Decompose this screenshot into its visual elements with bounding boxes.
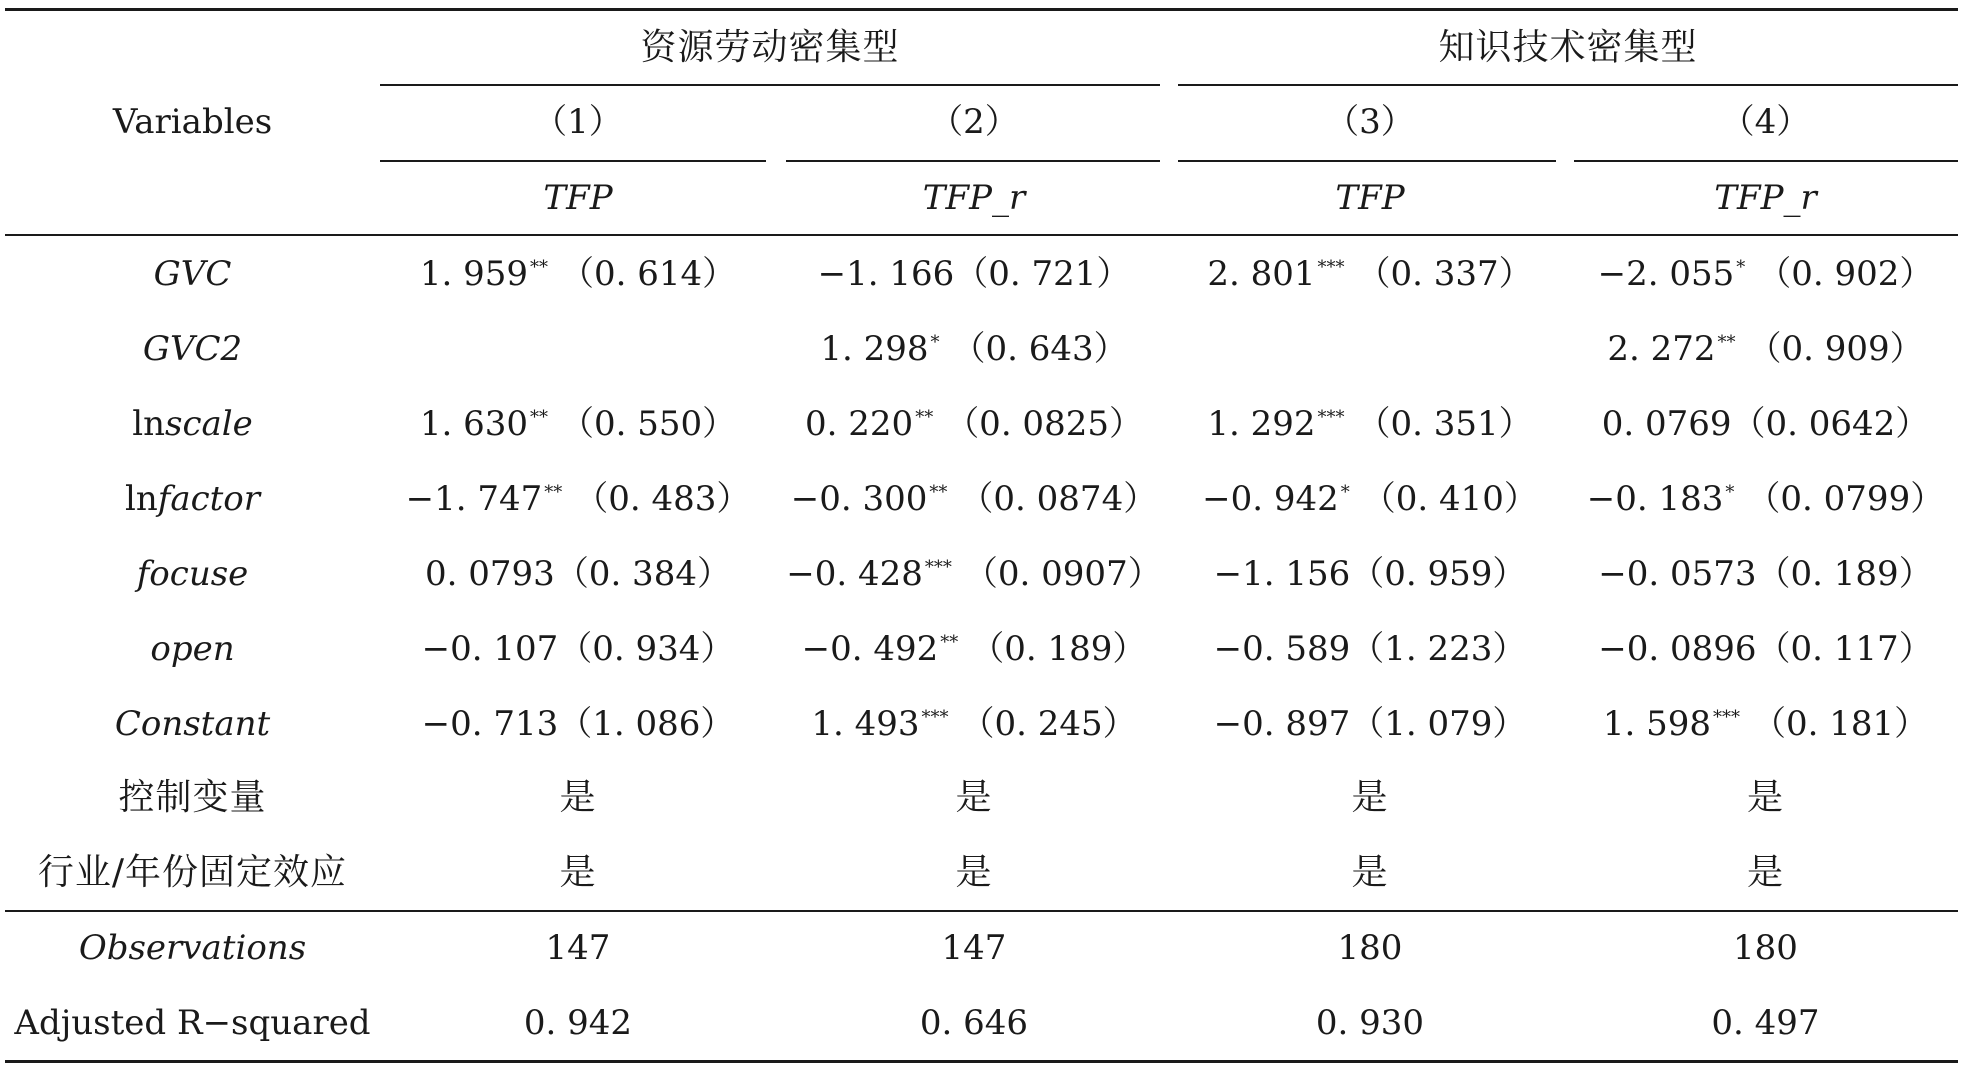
header-bottom-rule	[5, 234, 1958, 236]
table-cell	[380, 321, 776, 377]
col1-underline	[380, 160, 766, 162]
table-cell: 是	[1351, 777, 1389, 818]
table-cell: −0. 0573 （0. 189）	[1598, 554, 1933, 594]
row-label-open: open	[150, 629, 235, 669]
table-cell: 2. 272 ** （0. 909）	[1607, 329, 1924, 369]
table-cell: −0. 589 （1. 223）	[1213, 629, 1527, 669]
row-label-focuse: focuse	[136, 554, 249, 594]
col-number-4: （4）	[1720, 102, 1811, 142]
table-cell: −0. 492 ** （0. 189）	[801, 629, 1147, 669]
row-label-lnfactor: ln factor	[124, 479, 261, 519]
col-number-3: （3）	[1325, 102, 1415, 142]
table-cell: 0. 0793 （0. 384）	[425, 554, 731, 594]
table-cell: 1. 598 *** （0. 181）	[1602, 704, 1929, 744]
variables-header: Variables	[112, 102, 273, 142]
table-cell: 是	[1746, 852, 1784, 893]
table-cell: 1. 493 *** （0. 245）	[811, 704, 1137, 744]
table-cell: 是	[1351, 852, 1389, 893]
table-cell: 是	[559, 852, 597, 893]
table-cell: −1. 156 （0. 959）	[1213, 554, 1527, 594]
table-cell: 1. 959 ** （0. 614）	[419, 254, 737, 294]
dep-var-2: TFP_r	[922, 178, 1026, 218]
col3-underline	[1178, 160, 1556, 162]
table-cell: 0. 0769 （0. 0642）	[1601, 404, 1930, 444]
table-cell: −0. 107 （0. 934）	[421, 629, 735, 669]
table-cell: 0. 942	[523, 1003, 633, 1043]
row-label-gvc: GVC	[153, 254, 232, 294]
row-label-lnscale: ln scale	[132, 404, 253, 444]
table-cell: −0. 300 ** （0. 0874）	[790, 479, 1158, 519]
group-right-underline	[1178, 84, 1958, 86]
footer-top-rule	[5, 910, 1958, 912]
row-label-gvc2: GVC2	[142, 329, 243, 369]
table-cell: −2. 055 * （0. 902）	[1597, 254, 1934, 294]
table-cell: 180	[1733, 928, 1798, 968]
table-cell: −0. 183 * （0. 0799）	[1586, 479, 1945, 519]
group-left-underline	[380, 84, 1160, 86]
row-label-observations: Observations	[78, 928, 307, 968]
table-cell: 0. 930	[1315, 1003, 1425, 1043]
table-cell: 是	[559, 777, 597, 818]
table-cell: −0. 428 *** （0. 0907）	[786, 554, 1162, 594]
table-cell: 2. 801 *** （0. 337）	[1207, 254, 1533, 294]
dep-var-4: TFP_r	[1714, 178, 1817, 218]
table-cell	[1172, 321, 1568, 377]
row-label-constant: Constant	[114, 704, 271, 744]
table-cell: 是	[955, 852, 993, 893]
table-cell: −0. 942 * （0. 410）	[1202, 479, 1538, 519]
table-cell: 147	[941, 928, 1007, 968]
table-cell: 0. 497	[1711, 1003, 1820, 1043]
table-cell: −0. 713 （1. 086）	[421, 704, 735, 744]
table-cell: 0. 646	[919, 1003, 1029, 1043]
group-header-knowledge-tech: 知识技术密集型	[1438, 27, 1698, 68]
col-number-2: （2）	[929, 102, 1019, 142]
bottom-rule	[5, 1060, 1958, 1063]
col-number-1: （1）	[533, 102, 623, 142]
row-label-controls: 控制变量	[118, 777, 267, 818]
table-cell: −1. 166 （0. 721）	[817, 254, 1131, 294]
top-rule	[5, 8, 1958, 11]
table-cell: 是	[1746, 777, 1784, 818]
table-cell: −1. 747 ** （0. 483）	[405, 479, 751, 519]
table-cell: 0. 220 ** （0. 0825）	[805, 404, 1143, 444]
table-cell: 1. 630 ** （0. 550）	[419, 404, 737, 444]
table-cell: 1. 292 *** （0. 351）	[1207, 404, 1533, 444]
row-label-fixed-effects: 行业/年份固定效应	[37, 852, 348, 893]
dep-var-1: TFP	[543, 178, 613, 218]
table-cell: 1. 298 * （0. 643）	[820, 329, 1128, 369]
group-header-resource-labor: 资源劳动密集型	[640, 27, 900, 68]
col4-underline	[1574, 160, 1958, 162]
row-label-adj-r2: Adjusted R−squared	[14, 1003, 371, 1043]
dep-var-3: TFP	[1335, 178, 1405, 218]
col2-underline	[786, 160, 1160, 162]
table-cell: 147	[545, 928, 611, 968]
table-cell: −0. 897 （1. 079）	[1213, 704, 1527, 744]
table-cell: 180	[1337, 928, 1403, 968]
table-cell: 是	[955, 777, 993, 818]
table-cell: −0. 0896 （0. 117）	[1598, 629, 1933, 669]
